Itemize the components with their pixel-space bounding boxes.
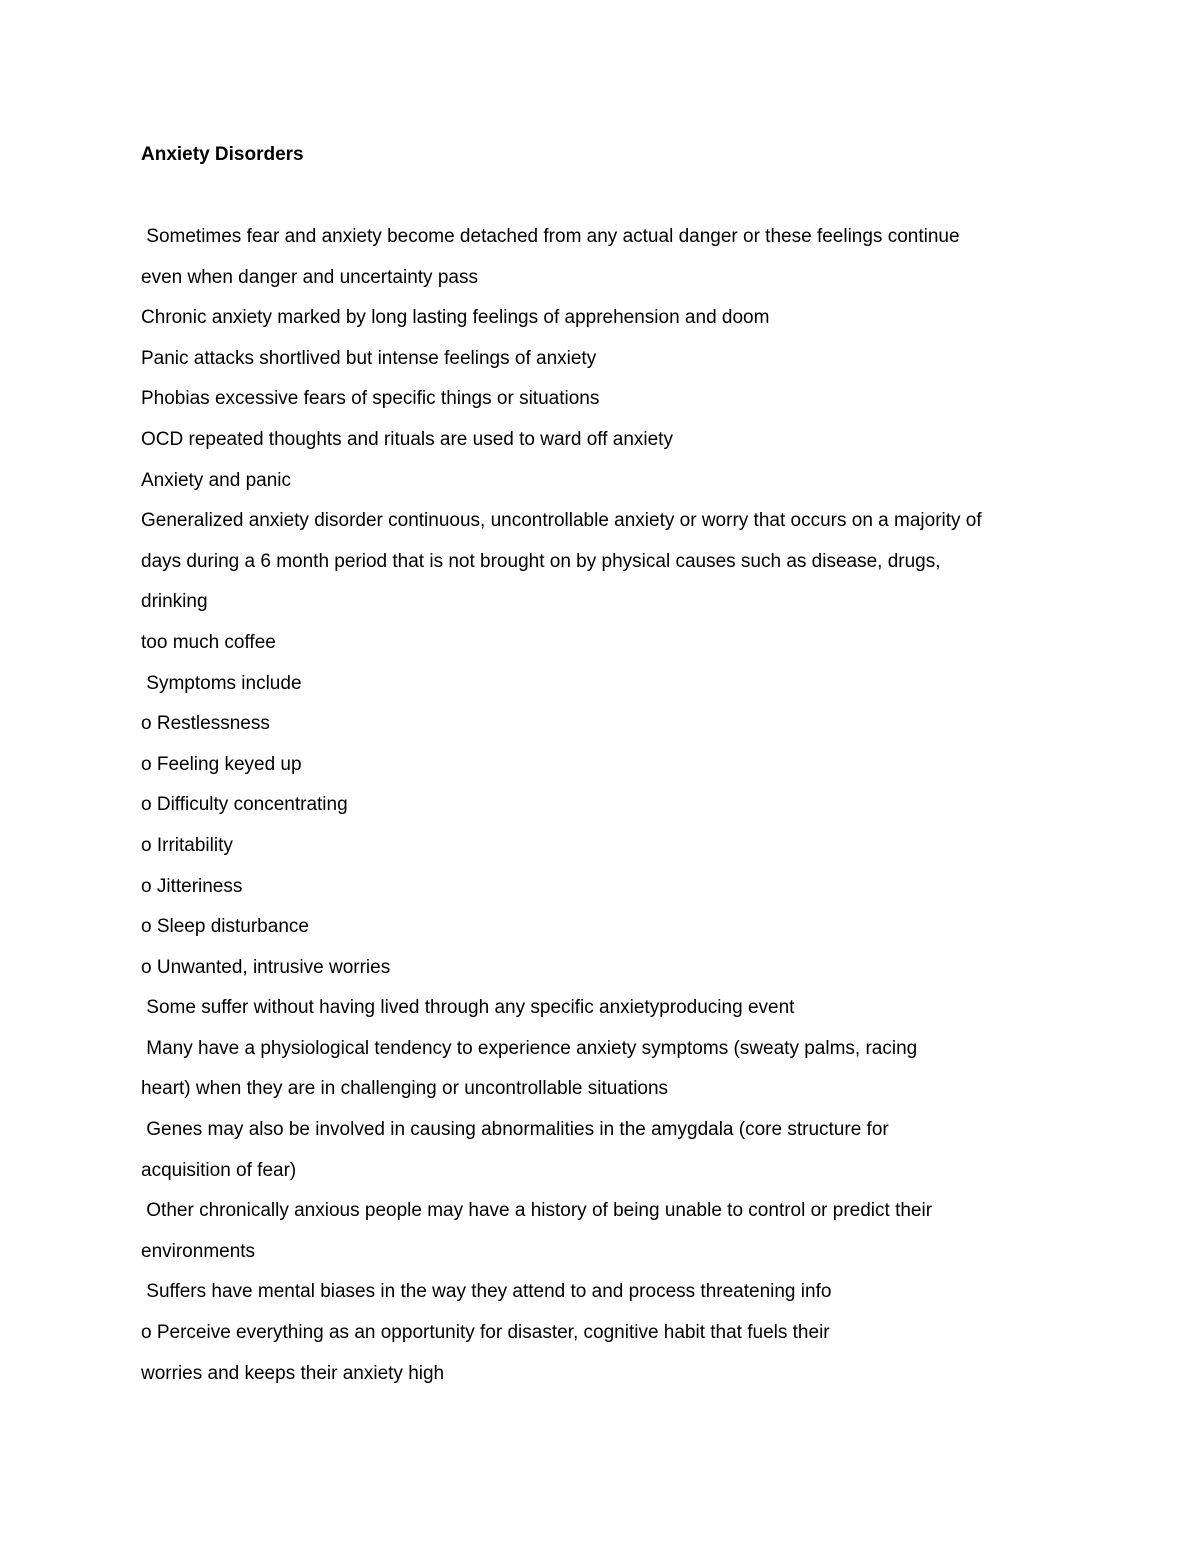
text-line: o Difficulty concentrating [141,794,348,816]
document-title: Anxiety Disorders [141,144,304,165]
text-line: Some suffer without having lived through any specific anxietyproducing event [141,997,795,1019]
text-line: Panic attacks shortlived but intense feelings of anxiety [141,347,597,369]
text-line: drinking [141,591,208,613]
text-line: Many have a physiological tendency to experience anxiety symptoms (sweaty palms, racing [141,1037,918,1059]
text-line: Chronic anxiety marked by long lasting feelings of apprehension and doom [141,307,770,329]
text-line: days during a 6 month period that is not brought on by physical causes such as disease, drugs, [141,550,941,572]
text-line: o Feeling keyed up [141,753,302,775]
text-line: Phobias excessive fears of specific things or situations [141,388,600,410]
text-line: o Irritability [141,834,233,856]
text-line: acquisition of fear) [141,1159,297,1181]
text-line: Symptoms include [141,672,302,694]
text-line: Other chronically anxious people may have a history of being unable to control or predict their [141,1200,933,1222]
text-line: o Jitteriness [141,875,243,897]
text-line: Anxiety and panic [141,469,291,491]
text-line: Generalized anxiety disorder continuous, uncontrollable anxiety or worry that occurs on a majority of [141,510,982,532]
text-line: o Sleep disturbance [141,916,309,938]
document-body [141,222,1141,1399]
text-line: heart) when they are in challenging or uncontrollable situations [141,1078,669,1100]
text-line: too much coffee [141,631,276,653]
text-line: worries and keeps their anxiety high [141,1362,445,1384]
text-line: o Restlessness [141,713,270,735]
text-line: OCD repeated thoughts and rituals are used to ward off anxiety [141,428,673,450]
text-line: o Perceive everything as an opportunity for disaster, cognitive habit that fuels their [141,1322,830,1344]
text-line: environments [141,1240,256,1262]
text-line: o Unwanted, intrusive worries [141,956,391,978]
text-line: Suffers have mental biases in the way they attend to and process threatening info [141,1281,832,1303]
text-line: Genes may also be involved in causing abnormalities in the amygdala (core structure for [141,1119,889,1141]
text-line: even when danger and uncertainty pass [141,266,478,288]
text-line: Sometimes fear and anxiety become detached from any actual danger or these feelings continue [141,226,960,247]
